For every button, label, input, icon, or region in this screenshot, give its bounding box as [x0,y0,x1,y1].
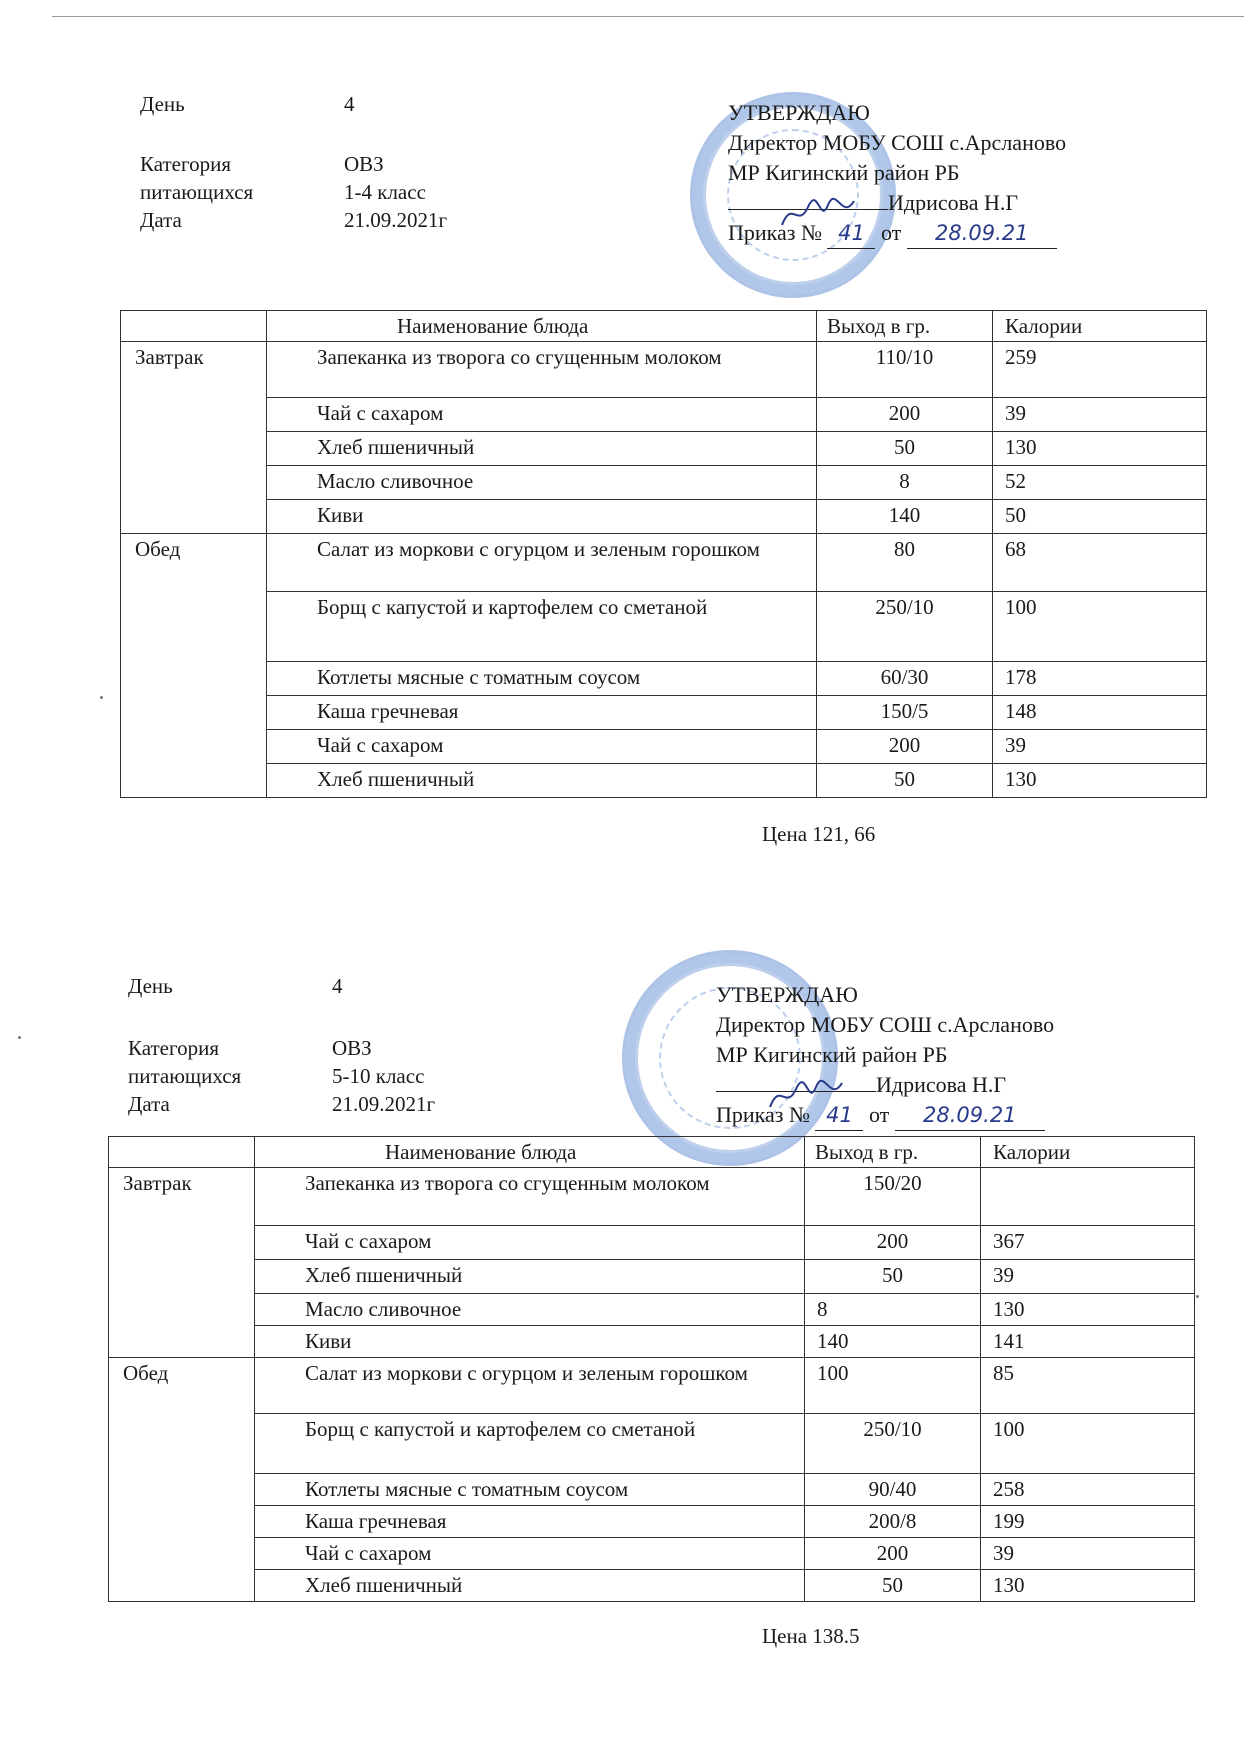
approval-signature-line [716,1070,1054,1100]
dish-calories: 259 [993,342,1207,398]
category-value: ОВЗ [332,1036,372,1060]
dish-name: Хлеб пшеничный [255,1570,805,1602]
approval-block-2 [716,980,1054,1131]
dish-calories: 130 [981,1294,1195,1326]
dish-weight: 140 [817,500,993,534]
dish-calories: 367 [981,1226,1195,1260]
dish-name: Котлеты мясные с томатным соусом [267,662,817,696]
header-dish: Наименование блюда [255,1137,805,1168]
dish-name: Хлеб пшеничный [267,764,817,798]
approval-title: УТВЕРЖДАЮ [728,100,870,125]
dish-weight: 200 [805,1226,981,1260]
dish-calories: 50 [993,500,1207,534]
order-label: Приказ № [728,220,822,245]
table-row [109,1294,1195,1326]
table-row [121,730,1207,764]
approval-block-1 [728,98,1066,249]
dish-weight: 90/40 [805,1474,981,1506]
meal-label-breakfast: Завтрак [109,1168,255,1358]
table-header-row [121,311,1207,342]
dish-weight: 110/10 [817,342,993,398]
approval-district: МР Кигинский район РБ [728,160,960,185]
table-row [121,696,1207,730]
dish-weight: 200 [817,398,993,432]
dish-weight: 150/20 [805,1168,981,1226]
table-row [109,1414,1195,1474]
approval-district: МР Кигинский район РБ [716,1042,948,1067]
dish-name: Чай с сахаром [255,1226,805,1260]
price-1: Цена 121, 66 [762,822,876,846]
header-calories: Калории [993,311,1207,342]
dish-calories: 39 [981,1260,1195,1294]
dish-calories: 100 [981,1414,1195,1474]
date-label: Дата [128,1092,170,1116]
dish-calories: 85 [981,1358,1195,1414]
dish-weight: 8 [817,466,993,500]
order-from-label: от [868,1102,890,1127]
day-label: День [140,92,185,116]
dish-name: Чай с сахаром [267,398,817,432]
dish-calories: 39 [993,730,1207,764]
dish-name: Каша гречневая [267,696,817,730]
dish-name: Хлеб пшеничный [255,1260,805,1294]
dish-calories: 199 [981,1506,1195,1538]
header-weight: Выход в гр. [805,1137,981,1168]
order-from-label: от [880,220,902,245]
category-label-line1: Категория [140,152,231,176]
dish-weight: 8 [805,1294,981,1326]
category-label-line2: питающихся [128,1064,242,1088]
meal-label-breakfast: Завтрак [121,342,267,534]
dish-name: Котлеты мясные с томатным соусом [255,1474,805,1506]
order-date: 28.09.21 [895,1100,1045,1131]
table-row [121,500,1207,534]
table-row [109,1474,1195,1506]
dish-calories: 178 [993,662,1207,696]
dish-calories: 130 [981,1570,1195,1602]
dish-name: Чай с сахаром [255,1538,805,1570]
dish-calories: 148 [993,696,1207,730]
dish-name: Киви [255,1326,805,1358]
menu-info-1 [140,90,540,240]
table-header-row [109,1137,1195,1168]
grade-value: 5-10 класс [332,1064,425,1088]
table-row [121,592,1207,662]
order-date: 28.09.21 [907,218,1057,249]
dish-calories: 130 [993,432,1207,466]
day-label: День [128,974,173,998]
price-2: Цена 138.5 [762,1624,860,1648]
dish-weight: 50 [817,764,993,798]
grade-value: 1-4 класс [344,180,426,204]
table-row [109,1570,1195,1602]
menu-table-1 [120,310,1207,798]
dish-name: Запеканка из творога со сгущенным молоком [255,1168,805,1226]
dish-calories: 39 [993,398,1207,432]
meal-label-lunch: Обед [109,1358,255,1602]
meal-label-lunch: Обед [121,534,267,798]
dish-name: Киви [267,500,817,534]
dish-calories [981,1168,1195,1226]
dish-weight: 50 [805,1260,981,1294]
signature-line [716,1091,876,1092]
dish-calories: 39 [981,1538,1195,1570]
dish-name: Борщ с капустой и картофелем со сметаной [255,1414,805,1474]
header-empty [109,1137,255,1168]
dish-calories: 258 [981,1474,1195,1506]
dish-weight: 50 [817,432,993,466]
table-row [109,1538,1195,1570]
dish-name: Борщ с капустой и картофелем со сметаной [267,592,817,662]
approval-signature-line [728,188,1066,218]
dish-weight: 60/30 [817,662,993,696]
dish-weight: 250/10 [817,592,993,662]
dish-weight: 100 [805,1358,981,1414]
dish-weight: 140 [805,1326,981,1358]
day-value: 4 [344,92,355,116]
scan-speck [100,696,103,699]
table-row [109,1358,1195,1414]
dish-weight: 50 [805,1570,981,1602]
header-weight: Выход в гр. [817,311,993,342]
date-label: Дата [140,208,182,232]
dish-calories: 130 [993,764,1207,798]
dish-weight: 200 [817,730,993,764]
header-dish: Наименование блюда [267,311,817,342]
dish-weight: 200/8 [805,1506,981,1538]
signer-name: Идрисова Н.Г [876,1072,1007,1097]
dish-name: Масло сливочное [267,466,817,500]
date-value: 21.09.2021г [332,1092,436,1116]
category-value: ОВЗ [344,152,384,176]
dish-name: Салат из моркови с огурцом и зеленым горошком [255,1358,805,1414]
table-row [109,1326,1195,1358]
table-row [109,1226,1195,1260]
dish-weight: 150/5 [817,696,993,730]
table-row [121,534,1207,592]
dish-name: Чай с сахаром [267,730,817,764]
signature-line [728,209,888,210]
day-value: 4 [332,974,343,998]
header-empty [121,311,267,342]
dish-name: Запеканка из творога со сгущенным молоком [267,342,817,398]
dish-weight: 250/10 [805,1414,981,1474]
approval-title: УТВЕРЖДАЮ [716,982,858,1007]
table-row [109,1506,1195,1538]
approval-position: Директор МОБУ СОШ с.Арсланово [728,130,1067,155]
order-number: 41 [827,218,875,249]
signature-mark [778,195,858,235]
table-row [121,764,1207,798]
scan-speck [1196,1295,1199,1298]
table-row [109,1260,1195,1294]
dish-name: Каша гречневая [255,1506,805,1538]
dish-calories: 141 [981,1326,1195,1358]
dish-weight: 80 [817,534,993,592]
dish-weight: 200 [805,1538,981,1570]
table-row [121,432,1207,466]
table-row [121,466,1207,500]
approval-position: Директор МОБУ СОШ с.Арсланово [716,1012,1055,1037]
category-label-line2: питающихся [140,180,254,204]
category-label-line1: Категория [128,1036,219,1060]
dish-calories: 52 [993,466,1207,500]
scan-speck [18,1036,21,1039]
page-top-rule [52,16,1244,17]
date-value: 21.09.2021г [344,208,448,232]
dish-name: Масло сливочное [255,1294,805,1326]
table-row [109,1168,1195,1226]
dish-calories: 100 [993,592,1207,662]
signature-mark [766,1077,846,1117]
header-calories: Калории [981,1137,1195,1168]
menu-info-2 [128,972,528,1122]
menu-table-2 [108,1136,1195,1602]
signer-name: Идрисова Н.Г [888,190,1019,215]
table-row [121,662,1207,696]
order-number: 41 [815,1100,863,1131]
dish-name: Салат из моркови с огурцом и зеленым горошком [267,534,817,592]
table-row [121,342,1207,398]
dish-name: Хлеб пшеничный [267,432,817,466]
table-row [121,398,1207,432]
dish-calories: 68 [993,534,1207,592]
order-label: Приказ № [716,1102,810,1127]
